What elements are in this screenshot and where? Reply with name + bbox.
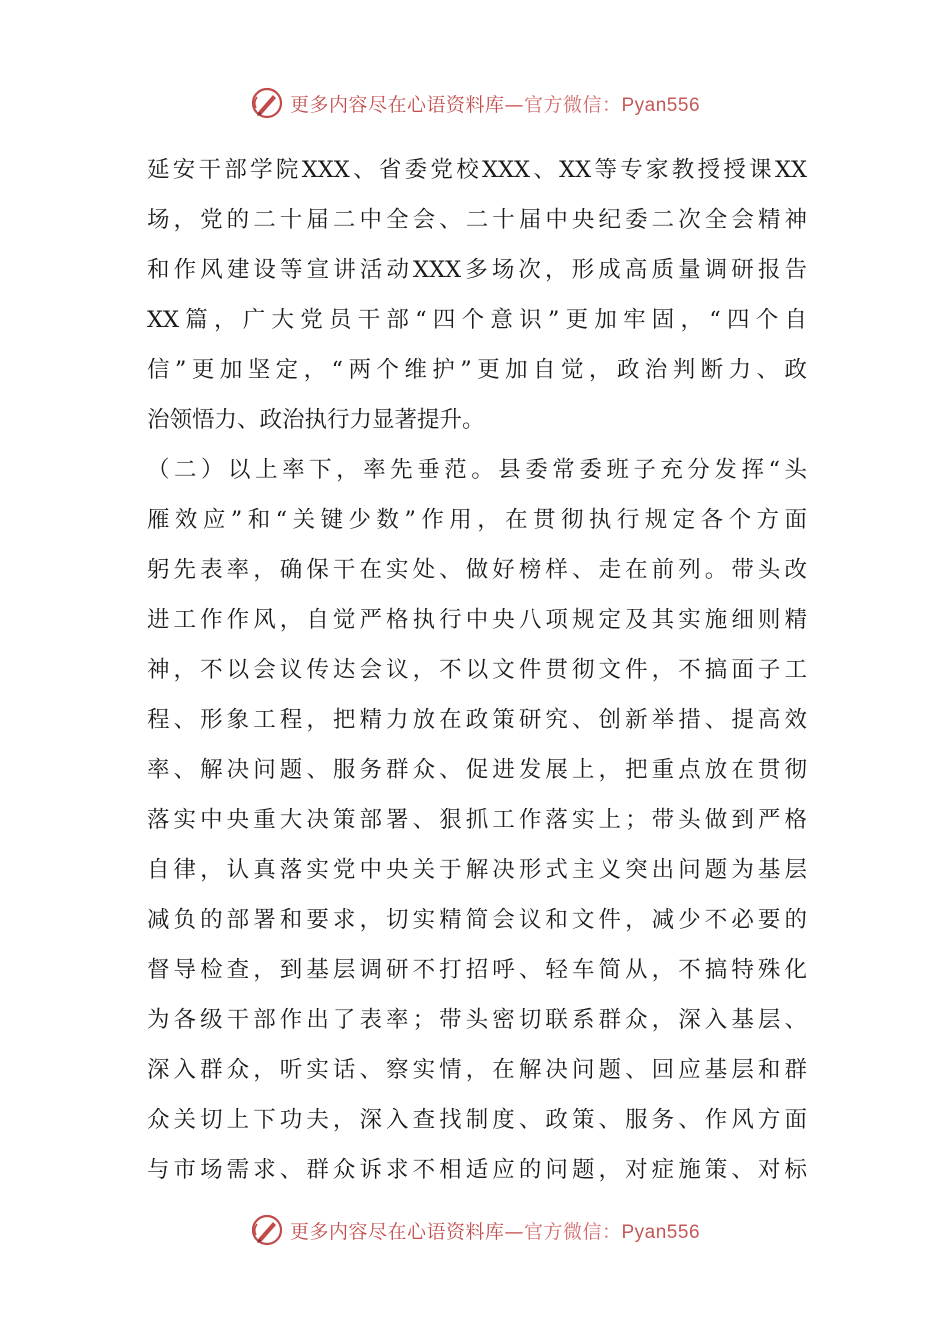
pen-logo-icon — [250, 86, 284, 120]
body-line: 程、形象工程，把精力放在政策研究、创新举措、提高效 — [147, 707, 807, 733]
body-line: 众关切上下功夫，深入查找制度、政策、服务、作风方面 — [147, 1107, 807, 1133]
body-line: XX篇，广大党员干部“四个意识”更加牢固，“四个自 — [147, 307, 807, 333]
body-line: （二）以上率下，率先垂范。县委常委班子充分发挥“头 — [147, 457, 807, 483]
header-banner-account: Pyan556 — [621, 94, 701, 116]
body-line: 躬先表率，确保干在实处、做好榜样、走在前列。带头改 — [147, 557, 807, 583]
document-body — [147, 145, 807, 1195]
body-line: 雁效应”和“关键少数”作用，在贯彻执行规定各个方面 — [147, 507, 807, 533]
footer-banner — [0, 1210, 950, 1250]
pen-logo-icon — [250, 1213, 284, 1247]
body-line: 治领悟力、政治执行力显著提升。 — [147, 407, 485, 433]
footer-banner-main: 更多内容尽在心语资料库 — [289, 1220, 505, 1243]
header-banner — [0, 83, 950, 123]
footer-banner-wechat: 官方微信： — [523, 1220, 622, 1243]
body-line: 进工作作风，自觉严格执行中央八项规定及其实施细则精 — [147, 607, 807, 633]
header-banner-wechat: 官方微信： — [523, 93, 622, 116]
header-banner-main: 更多内容尽在心语资料库 — [289, 93, 505, 116]
body-line: 为各级干部作出了表率；带头密切联系群众，深入基层、 — [147, 1007, 807, 1033]
body-line: 深入群众，听实话、察实情，在解决问题、回应基层和群 — [147, 1057, 807, 1083]
body-line: 信”更加坚定，“两个维护”更加自觉，政治判断力、政 — [147, 357, 807, 383]
body-line: 和作风建设等宣讲活动XXX多场次，形成高质量调研报告 — [147, 257, 807, 283]
footer-banner-dash: — — [504, 1220, 524, 1243]
body-line: 率、解决问题、服务群众、促进发展上，把重点放在贯彻 — [147, 757, 807, 783]
body-line: 场，党的二十届二中全会、二十届中央纪委二次全会精神 — [147, 207, 807, 233]
body-line: 与市场需求、群众诉求不相适应的问题，对症施策、对标 — [147, 1157, 807, 1183]
body-line: 神，不以会议传达会议，不以文件贯彻文件，不搞面子工 — [147, 657, 807, 683]
body-line: 延安干部学院XXX、省委党校XXX、XX等专家教授授课XX — [147, 157, 807, 183]
body-line: 落实中央重大决策部署、狠抓工作落实上；带头做到严格 — [147, 807, 807, 833]
body-line: 督导检查，到基层调研不打招呼、轻车简从，不搞特殊化 — [147, 957, 807, 983]
body-line: 减负的部署和要求，切实精简会议和文件，减少不必要的 — [147, 907, 807, 933]
footer-banner-account: Pyan556 — [621, 1221, 701, 1243]
header-banner-text — [290, 90, 700, 117]
body-line: 自律，认真落实党中央关于解决形式主义突出问题为基层 — [147, 857, 807, 883]
footer-banner-text — [290, 1217, 700, 1244]
header-banner-dash: — — [504, 93, 524, 116]
